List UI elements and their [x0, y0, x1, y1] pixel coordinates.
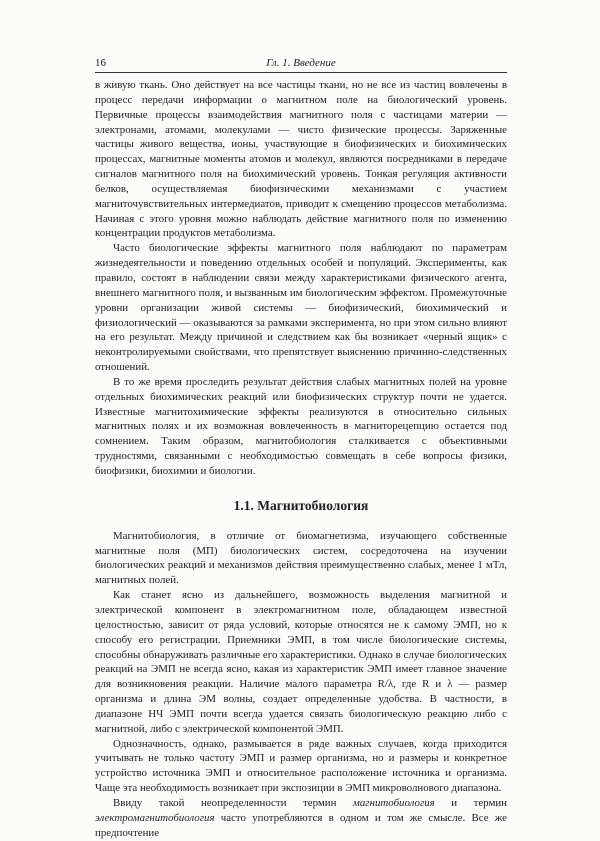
paragraph: Однозначность, однако, размывается в ряде важных случаев, когда приходится учитывать не только частоту ЭМП и размер организма, но и размеры и конкретное устройство источника ЭМП и относительное расположение источника и организма. Чаще эта необходимость возникает при экспозиции в ЭМП микроволнового диапазона.: [95, 737, 507, 795]
chapter-title: Гл. 1. Введение: [266, 57, 336, 69]
paragraph-last: [95, 796, 507, 841]
paragraph: Магнитобиология, в отличие от биомагнетизма, изучающего собственные магнитные поля (МП) биологических систем, сосредоточена на изучении биологических реакций и механизмов действия преимущественно слабых, менее 1 мТл, магнитных полей.: [95, 529, 507, 587]
paragraph: Как станет ясно из дальнейшего, возможность выделения магнитной и электрической компонент в электромагнитном поле, обладающем известной целостностью, зависит от ряда условий, которые относятся не к самому ЭМП, но к способу его регистрации. Приемники ЭМП, в том числе биологические системы, способны обнаруживать различные его характеристики. Однако в случае биологических реакций на ЭМП не всегда ясно, какая из характеристик ЭМП имеет главное значение для возникновения реакции. Наличие малого параметра R/λ, где R и λ — размер организма и длина ЭМ волны, создает определенные удобства. В частности, в диапазоне НЧ ЭМП почти всегда удается связать биологическую реакцию либо с магнитной, либо с электрической компонентой ЭМП.: [95, 589, 507, 735]
running-head: [95, 56, 507, 73]
page-number: 16: [95, 57, 106, 69]
paragraph-text: и термин: [434, 796, 508, 809]
paragraph: В то же время проследить результат действия слабых магнитных полей на уровне отдельных биохимических реакций или биофизических структур почти не удается. Известные магнитохимические эффекты реализуются в относительно сильных магнитных полях и их возможная вовлеченность в магниторецепцию остается под сомнением. Таким образом, магнитобиология сталкивается с объективными трудностями, связанными с необходимостью совмещать в себе вопросы физики, биофизики, биохимии и биологии.: [95, 375, 507, 477]
paragraph: Часто биологические эффекты магнитного поля наблюдают по параметрам жизнедеятельности и поведению отдельных особей и популяций. Эксперименты, как правило, состоят в наблюдении связи между характеристиками физического агента, внешнего магнитного поля, и вызванным им биологическим эффектом. Промежуточные уровни организации живой системы — биофизический, биохимический и физиологический — оказываются за рамками эксперимента, но при этом сильно влияют на его результат. Между причиной и следствием как бы возникает «черный ящик» с неконтролируемыми свойствами, что препятствует выяснению причинно-следственных отношений.: [95, 242, 507, 374]
paragraph-text: Ввиду такой неопределенности термин: [113, 796, 353, 809]
term-electromagnetobiology: электромагнитобиология: [95, 811, 215, 824]
section-heading: 1.1. Магнитобиология: [233, 497, 369, 513]
paragraph: в живую ткань. Оно действует на все частицы ткани, но не все из частиц вовлечены в процесс передачи информации о магнитном поле на биологический уровень. Первичные процессы взаимодействия магнитного поля с частицами материи — электронами, атомами, молекулами — чисто физические процессы. Заряженные частицы живого вещества, ионы, участвующие в биофизических и биохимических процессах, магнитные моменты атомов и молекул, являются посредниками в передаче сигналов магнитного поля на биохимический уровень. Тонкая регуляция активности белков, осуществляемая биофизическими механизмами с участием магниточувствительных интермедиатов, приводит к смещению процессов метаболизма. Начиная с этого уровня можно наблюдать действие магнитного поля по изменению концентрации продуктов метаболизма.: [95, 79, 507, 240]
paragraph-text: часто употребляются в одном и том же смысле. Все же предпочтение: [95, 811, 507, 839]
term-magnetobiology: магнитобиология: [352, 796, 435, 809]
body-text: [95, 78, 507, 841]
